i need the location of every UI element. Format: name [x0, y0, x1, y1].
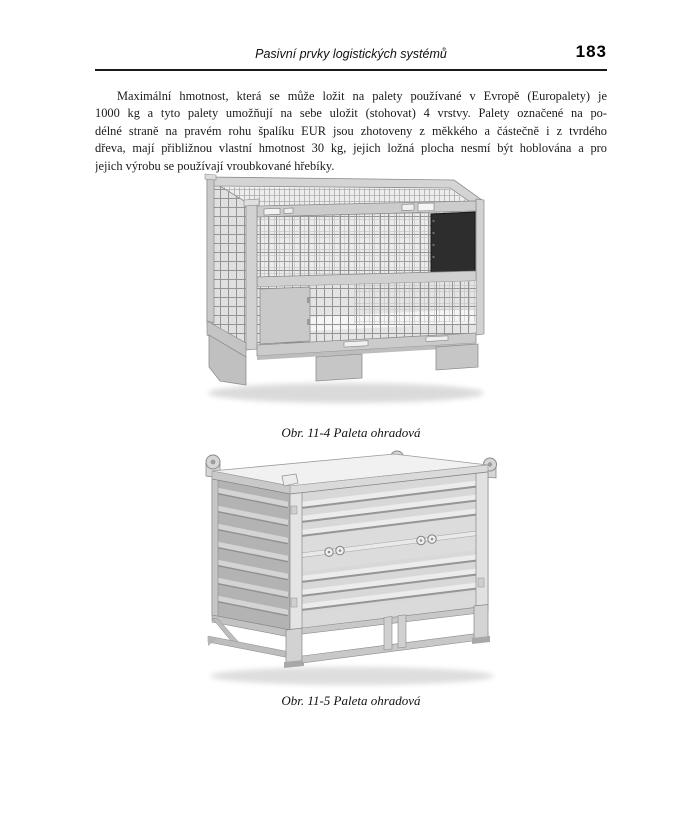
label-plate — [264, 208, 280, 215]
label-plate — [402, 204, 414, 211]
figure-caption: Obr. 11-5 Paleta ohradová — [281, 693, 421, 708]
paragraph-line: Maximální hmotnost, která se může ložit na palety používané v Evropě (Europalety) je — [117, 89, 607, 103]
dark-label-plate — [431, 212, 475, 273]
front-right-leg — [474, 605, 488, 643]
paragraph-line: dřeva, mají přibližnou vlastní hmotnost 30 kg, jejich ložná plocha nesmí být hoblována a pro — [95, 141, 607, 156]
latch-plate — [426, 336, 448, 342]
label-plate — [418, 203, 434, 211]
post-latch — [291, 506, 297, 514]
front-left-leg — [286, 628, 302, 666]
front-bottom-bar — [302, 632, 488, 663]
latch-plate — [344, 341, 368, 347]
body-paragraph — [95, 89, 607, 176]
post-latch — [291, 598, 297, 607]
paragraph-line: jejich výrobu se používají vroubkované hřebíky. — [95, 158, 335, 173]
left-corrugated-face — [212, 479, 290, 630]
paragraph-line: 1000 kg a tyto palety umožňují na sebe uložit (stohovat) 4 vrstvy. Palety označené na po- — [95, 106, 607, 121]
pallet-foot — [316, 354, 362, 381]
post-latch — [478, 578, 484, 587]
label-plate — [284, 208, 293, 214]
pallet-foot — [436, 344, 478, 370]
left-ground-bar — [208, 636, 290, 658]
header-rule — [95, 69, 607, 71]
center-strut — [398, 615, 406, 648]
solid-sheet-door — [260, 287, 310, 344]
ground-shadow — [210, 667, 494, 685]
page-number: 183 — [575, 42, 607, 61]
mesh-box-pallet-illustration — [204, 171, 486, 413]
paragraph-line: délné straně na pravém rohu špalíku EUR jsou zhotoveny z měkkého a částečně i z tvrdého — [95, 123, 607, 138]
front-left-post — [244, 199, 259, 350]
figure-mesh-box-pallet — [204, 171, 486, 413]
figure-steel-box-pallet — [202, 450, 498, 690]
front-corrugated-face — [290, 472, 488, 630]
steel-box-pallet-illustration — [202, 450, 498, 690]
figure-caption: Obr. 11-4 Paleta ohradová — [281, 425, 421, 440]
center-strut — [384, 617, 392, 651]
running-header-title: Pasivní prvky logistických systémů — [255, 47, 447, 61]
ground-shadow — [208, 383, 484, 403]
